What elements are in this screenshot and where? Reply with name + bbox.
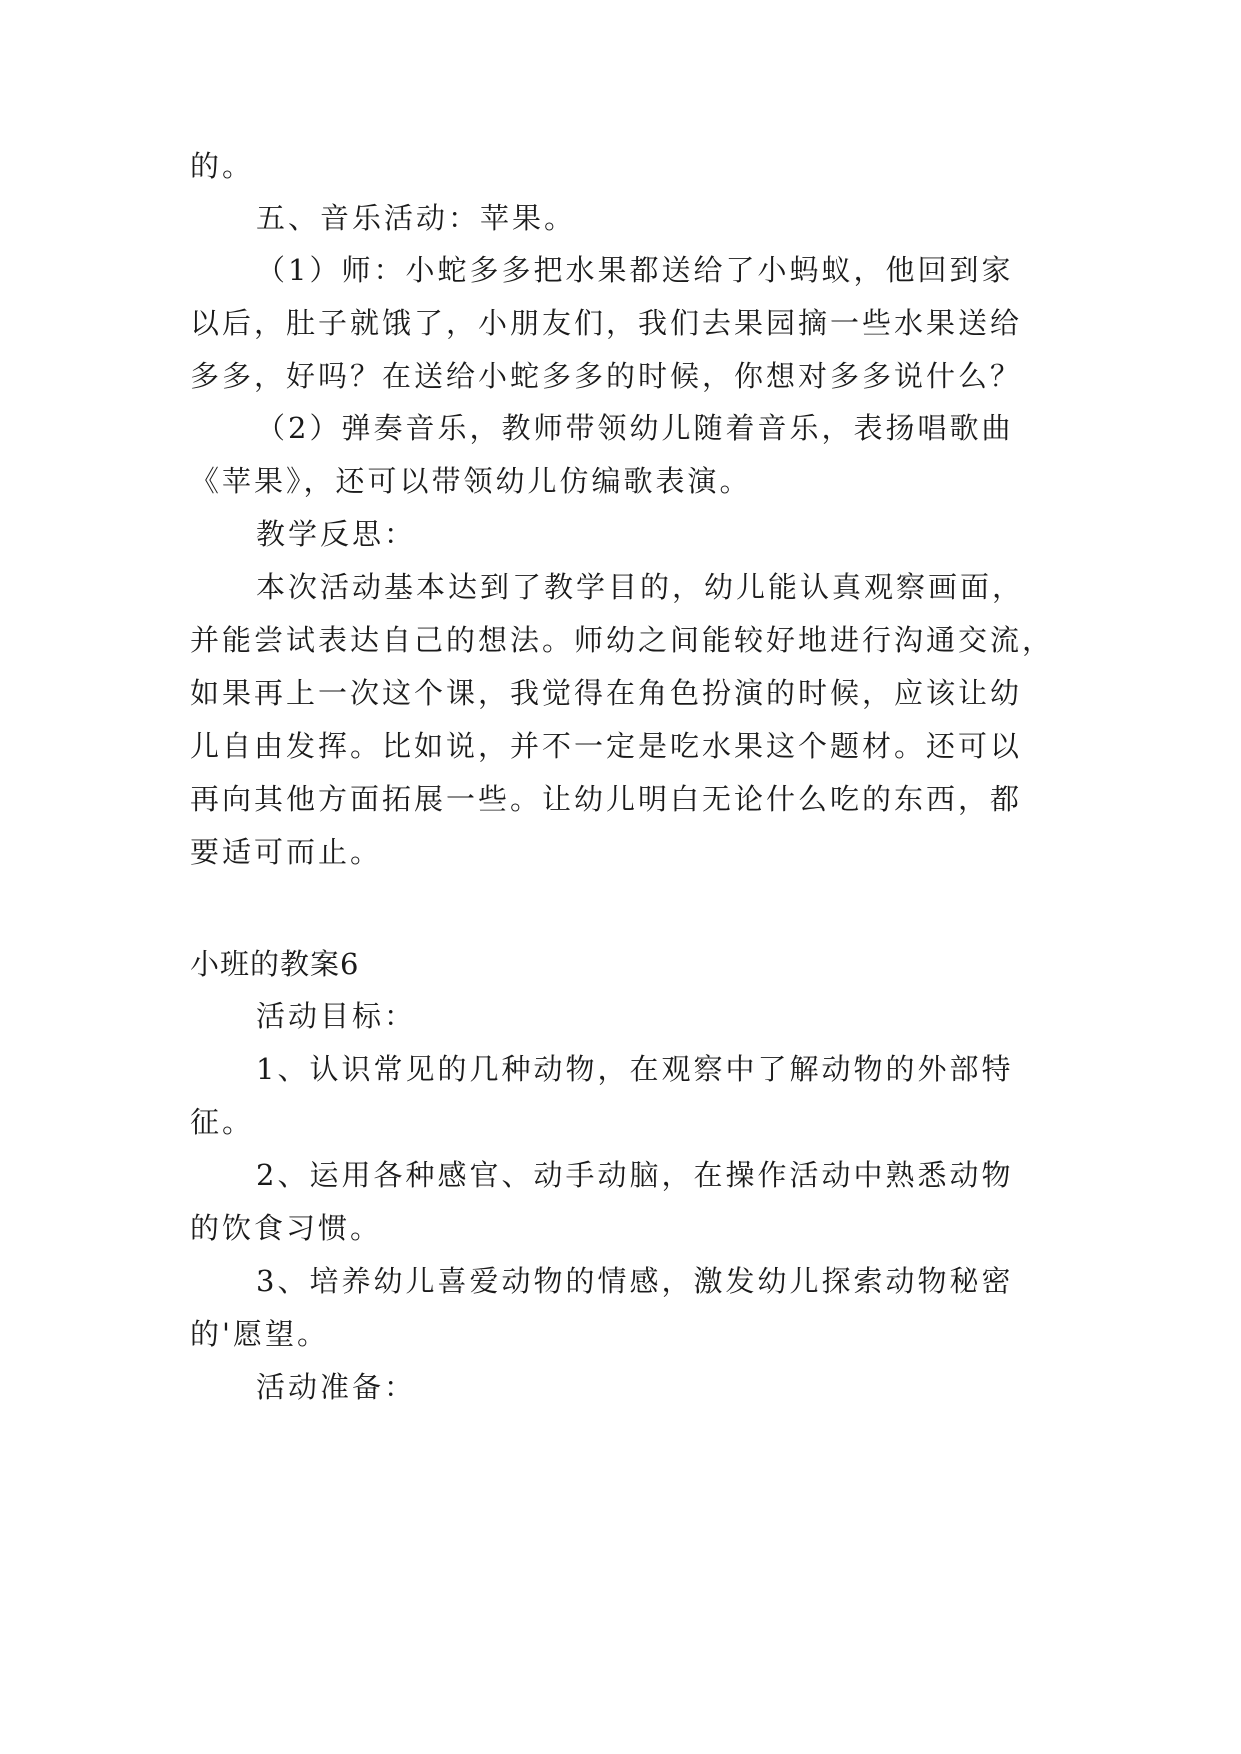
section-heading: 五、音乐活动：苹果。 — [256, 201, 577, 235]
text-line: 多多，好吗？在送给小蛇多多的时候，你想对多多说什么？ — [190, 359, 1023, 393]
text-line: 以后，肚子就饿了，小朋友们，我们去果园摘一些水果送给 — [190, 306, 1023, 340]
text-line: 《苹果》，还可以带领幼儿仿编歌表演。 — [190, 464, 752, 498]
text-line: 儿自由发挥。比如说，并不一定是吃水果这个题材。还可以 — [190, 729, 1023, 763]
text-line: 再向其他方面拓展一些。让幼儿明白无论什么吃的东西，都 — [190, 782, 1023, 816]
text-line: 1、认识常见的几种动物，在观察中了解动物的外部特 — [256, 1052, 1014, 1086]
text-line: 的饮食习惯。 — [190, 1211, 383, 1245]
section-heading: 活动目标： — [256, 999, 417, 1033]
text-line: 并能尝试表达自己的想法。师幼之间能较好地进行沟通交流， — [190, 623, 1055, 657]
text-line: 征。 — [190, 1105, 255, 1139]
section-heading: 教学反思： — [256, 517, 417, 551]
text-line: 本次活动基本达到了教学目的，幼儿能认真观察画面， — [256, 570, 1025, 604]
text-line: 要适可而止。 — [190, 835, 383, 869]
text-line: 2、运用各种感官、动手动脑，在操作活动中熟悉动物 — [256, 1158, 1014, 1192]
text-line: 的。 — [190, 149, 255, 183]
text-line: （1）师：小蛇多多把水果都送给了小蚂蚁，他回到家 — [256, 253, 1014, 287]
text-line: 的'愿望。 — [190, 1317, 329, 1351]
text-line: （2）弹奏音乐，教师带领幼儿随着音乐，表扬唱歌曲 — [256, 411, 1014, 445]
text-line: 如果再上一次这个课，我觉得在角色扮演的时候，应该让幼 — [190, 676, 1023, 710]
document-title: 小班的教案6 — [190, 947, 360, 981]
section-heading: 活动准备： — [256, 1370, 417, 1404]
text-line: 3、培养幼儿喜爱动物的情感，激发幼儿探索动物秘密 — [256, 1264, 1014, 1298]
